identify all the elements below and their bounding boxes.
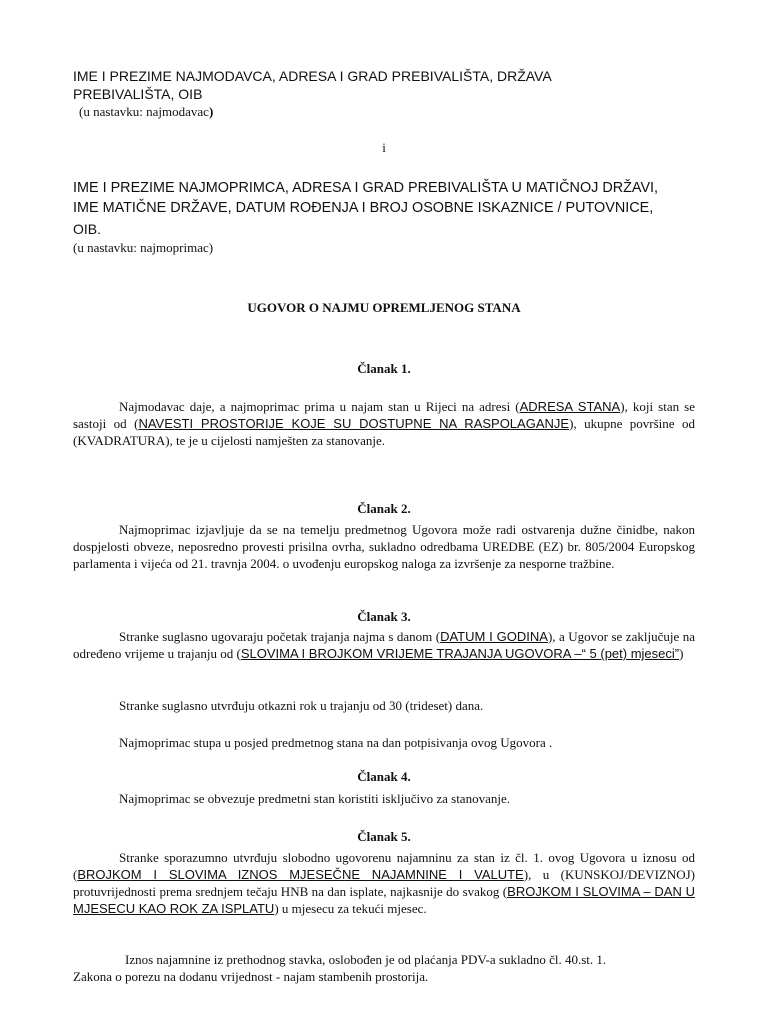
article-1-part-3: ), ukupne površine od (KVADRATURA), te je u cijelosti namješten za stanovanje. <box>73 416 695 448</box>
article-5-vat-line-2: Zakona o porezu na dodanu vrijednost - najam stambenih prostorija. <box>73 969 429 984</box>
article-1-text <box>73 398 695 449</box>
article-2-heading: Članak 2. <box>357 501 411 516</box>
article-3-part-1: Stranke suglasno ugovaraju početak trajanja najma s danom ( <box>119 629 441 644</box>
landlord-note-text: (u nastavku: najmodavac <box>79 104 209 119</box>
article-4-heading: Članak 4. <box>357 769 411 784</box>
article-3-possession-text: Najmoprimac stupa u posjed predmetnog stana na dan potpisivanja ovog Ugovora . <box>119 735 553 750</box>
article-1-rooms-placeholder: NAVESTI PROSTORIJE KOJE SU DOSTUPNE NA RASPOLAGANJE <box>138 416 570 431</box>
article-3-notice-text: Stranke suglasno utvrđuju otkazni rok u trajanju od 30 (trideset) dana. <box>119 698 484 713</box>
landlord-line-2: PREBIVALIŠTA, OIB <box>73 86 203 102</box>
article-1-address-placeholder: ADRESA STANA <box>519 399 621 414</box>
article-5-text <box>73 849 695 917</box>
article-5-part-1: Stranke sporazumno utvrđuju slobodno ugovorenu najamninu za stan iz čl. 1. ovog Ugovora u iznosu od ( <box>73 850 695 882</box>
article-5-vat-paragraph <box>73 951 695 985</box>
conjunction: i <box>382 140 386 155</box>
article-2-body: Najmoprimac izjavljuje da se na temelju predmetnog Ugovora može radi ostvarenja dužne činidbe, nakon dospjelosti obveze, neposredno provesti prisilna ovrha, sukladno odredbama UREDBE (EZ) br. 805/2004 Europskog parlamenta i vijeća od 21. travnja 2004. o uvođenju europskog naloga za izvršenje za nesporne tražbine. <box>73 522 695 571</box>
article-3-date-placeholder: DATUM I GODINA <box>440 629 548 644</box>
article-3-part-3: ) <box>679 646 684 661</box>
article-4-body: Najmoprimac se obvezuje predmetni stan koristiti isključivo za stanovanje. <box>119 791 510 806</box>
article-3-possession <box>73 734 695 751</box>
tenant-note: (u nastavku: najmoprimac) <box>73 240 214 255</box>
article-5-payday-placeholder: BROJKOM I SLOVIMA – DAN U MJESECU KAO ROK ZA ISPLATU <box>73 884 696 916</box>
tenant-line-3: OIB. <box>73 221 102 237</box>
article-1-heading: Članak 1. <box>357 361 411 376</box>
article-3-duration-placeholder: SLOVIMA I BROJKOM VRIJEME TRAJANJA UGOVORA –“ 5 (pet) mjeseci” <box>240 646 680 661</box>
article-4-text <box>73 790 695 807</box>
article-3-part-2: ), a Ugovor se zaključuje na određeno vrijeme u trajanju od ( <box>73 629 695 661</box>
landlord-line-1: IME I PREZIME NAJMODAVCA, ADRESA I GRAD PREBIVALIŠTA, DRŽAVA <box>73 68 552 84</box>
article-1-part-1: Najmodavac daje, a najmoprimac prima u najam stan u Rijeci na adresi ( <box>119 399 520 414</box>
article-5-heading: Članak 5. <box>357 829 411 844</box>
article-5-part-2: ), u (KUNSKOJ/DEVIZNOJ) protuvrijednosti prema srednjem tečaju HNB na dan isplate, najkasnije do svakog ( <box>73 867 696 899</box>
tenant-line-1: IME I PREZIME NAJMOPRIMCA, ADRESA I GRAD PREBIVALIŠTA U MATIČNOJ DRŽAVI, <box>73 180 659 196</box>
tenant-line-2: IME MATIČNE DRŽAVE, DATUM ROĐENJA I BROJ OSOBNE ISKAZNICE / PUTOVNICE, <box>73 200 654 216</box>
landlord-note <box>79 104 213 120</box>
article-3-notice-period <box>73 697 695 714</box>
article-5-rent-placeholder: BROJKOM I SLOVIMA IZNOS MJESEČNE NAJAMNINE I VALUTE <box>77 867 524 882</box>
landlord-note-close: ) <box>208 104 214 119</box>
article-5-vat-line-1: Iznos najamnine iz prethodnog stavka, oslobođen je od plaćanja PDV-a sukladno čl. 40.st. 1. <box>125 952 607 967</box>
article-1-part-2: ), koji stan se sastoji od ( <box>73 399 695 431</box>
article-3-text <box>73 628 695 662</box>
article-5-part-3: ) u mjesecu za tekući mjesec. <box>274 901 427 916</box>
article-3-heading: Članak 3. <box>357 609 411 624</box>
contract-title: UGOVOR O NAJMU OPREMLJENOG STANA <box>247 300 521 315</box>
article-2-text <box>73 521 695 572</box>
